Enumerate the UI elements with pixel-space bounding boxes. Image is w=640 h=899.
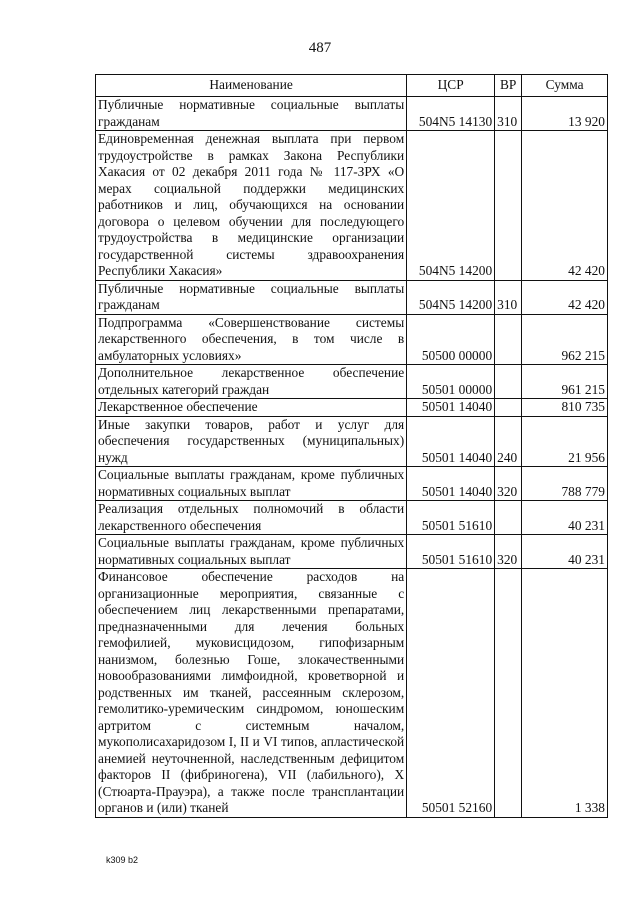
row-csr: 50501 52160: [407, 569, 495, 818]
header-csr: ЦСР: [407, 75, 495, 97]
budget-table: [95, 74, 608, 818]
row-name: [96, 535, 407, 569]
row-sum: 40 231: [522, 535, 608, 569]
footer-code: k309 b2: [106, 855, 139, 865]
row-name-text: Публичные нормативные социальные выплаты гражданам: [98, 280, 405, 312]
table-row: [96, 416, 608, 467]
row-name-text: Лекарственное обеспечение: [98, 399, 258, 414]
table-row: [96, 399, 608, 417]
row-sum: 42 420: [522, 131, 608, 281]
row-name: [96, 399, 407, 417]
row-sum: 788 779: [522, 467, 608, 501]
row-sum: 962 215: [522, 314, 608, 365]
row-sum: 810 735: [522, 399, 608, 417]
row-name-text: Реализация отдельных полномочий в области лекарственного обеспечения: [98, 501, 405, 533]
page-number: 487: [308, 40, 332, 56]
row-csr: 50501 00000: [407, 365, 495, 399]
row-name: [96, 280, 407, 314]
row-vr: [495, 131, 522, 281]
row-name-text: Дополнительное лекарственное обеспечение отдельных категорий граждан: [98, 365, 405, 397]
row-name-text: Единовременная денежная выплата при первом трудоустройстве в рамках Закона Республики Хакасия от 02 декабря 2011 года № 117-ЗРХ «О мерах социальной поддержки медицинских работников и лиц, обучающихся на основании договора о целевом обучении для последующего трудоустройства в медицинские организации государственной системы здравоохранения Республики Хакасия»: [98, 131, 405, 278]
table-row: [96, 97, 608, 131]
row-csr: 50500 00000: [407, 314, 495, 365]
table-row: [96, 280, 608, 314]
header-name: Наименование: [96, 75, 407, 97]
row-vr: 310: [495, 280, 522, 314]
row-name: [96, 97, 407, 131]
row-csr: 504N5 14200: [407, 280, 495, 314]
row-name-text: Социальные выплаты гражданам, кроме публичных нормативных социальных выплат: [98, 535, 405, 567]
table-row: [96, 365, 608, 399]
row-sum: 961 215: [522, 365, 608, 399]
row-csr: 504N5 14200: [407, 131, 495, 281]
row-vr: 320: [495, 467, 522, 501]
row-vr: [495, 399, 522, 417]
table-row: [96, 535, 608, 569]
header-sum: Сумма: [522, 75, 608, 97]
row-sum: 40 231: [522, 501, 608, 535]
row-csr: 50501 51610: [407, 501, 495, 535]
row-name: [96, 365, 407, 399]
row-name-text: Публичные нормативные социальные выплаты гражданам: [98, 97, 405, 129]
row-name: [96, 416, 407, 467]
row-csr: 50501 14040: [407, 399, 495, 417]
row-name: [96, 467, 407, 501]
row-name-text: Социальные выплаты гражданам, кроме публичных нормативных социальных выплат: [98, 467, 405, 499]
row-name-text: Иные закупки товаров, работ и услуг для обеспечения государственных (муниципальных) нужд: [98, 416, 405, 465]
row-csr: 50501 14040: [407, 467, 495, 501]
table-row: [96, 569, 608, 818]
row-vr: 240: [495, 416, 522, 467]
row-sum: 13 920: [522, 97, 608, 131]
row-name: [96, 501, 407, 535]
table-row: [96, 131, 608, 281]
row-name-text: Подпрограмма «Совершенствование системы лекарственного обеспечения, в том числе в амбулаторных условиях»: [98, 314, 405, 363]
header-vr: ВР: [495, 75, 522, 97]
table-row: [96, 314, 608, 365]
row-vr: [495, 365, 522, 399]
row-vr: 310: [495, 97, 522, 131]
row-name: [96, 569, 407, 818]
row-vr: [495, 569, 522, 818]
table-header-row: [96, 75, 608, 97]
row-name: [96, 314, 407, 365]
row-name-text: Финансовое обеспечение расходов на организационные мероприятия, связанные с обеспечением лиц лекарственными препаратами, предназначенными для лечения больных гемофилией, муковисцидозом, гипофизарным нанизмом, болезнью Гоше, злокачественными новообразованиями лимфоидной, кроветворной и родственных им тканей, рассеянным склерозом, гемолитико-уремическим синдромом, юношеским артритом с системным началом, мукополисахаридозом I, II и VI типов, апластической анемией неуточненной, наследственным дефицитом факторов II (фибриногена), VII (лабильного), X (Стюарта-Прауэра), а также после трансплантации органов и (или) тканей: [98, 569, 405, 815]
table-row: [96, 467, 608, 501]
row-vr: 320: [495, 535, 522, 569]
row-sum: 1 338: [522, 569, 608, 818]
table-row: [96, 501, 608, 535]
row-vr: [495, 501, 522, 535]
row-csr: 50501 14040: [407, 416, 495, 467]
row-vr: [495, 314, 522, 365]
row-csr: 504N5 14130: [407, 97, 495, 131]
row-csr: 50501 51610: [407, 535, 495, 569]
row-sum: 42 420: [522, 280, 608, 314]
row-sum: 21 956: [522, 416, 608, 467]
row-name: [96, 131, 407, 281]
